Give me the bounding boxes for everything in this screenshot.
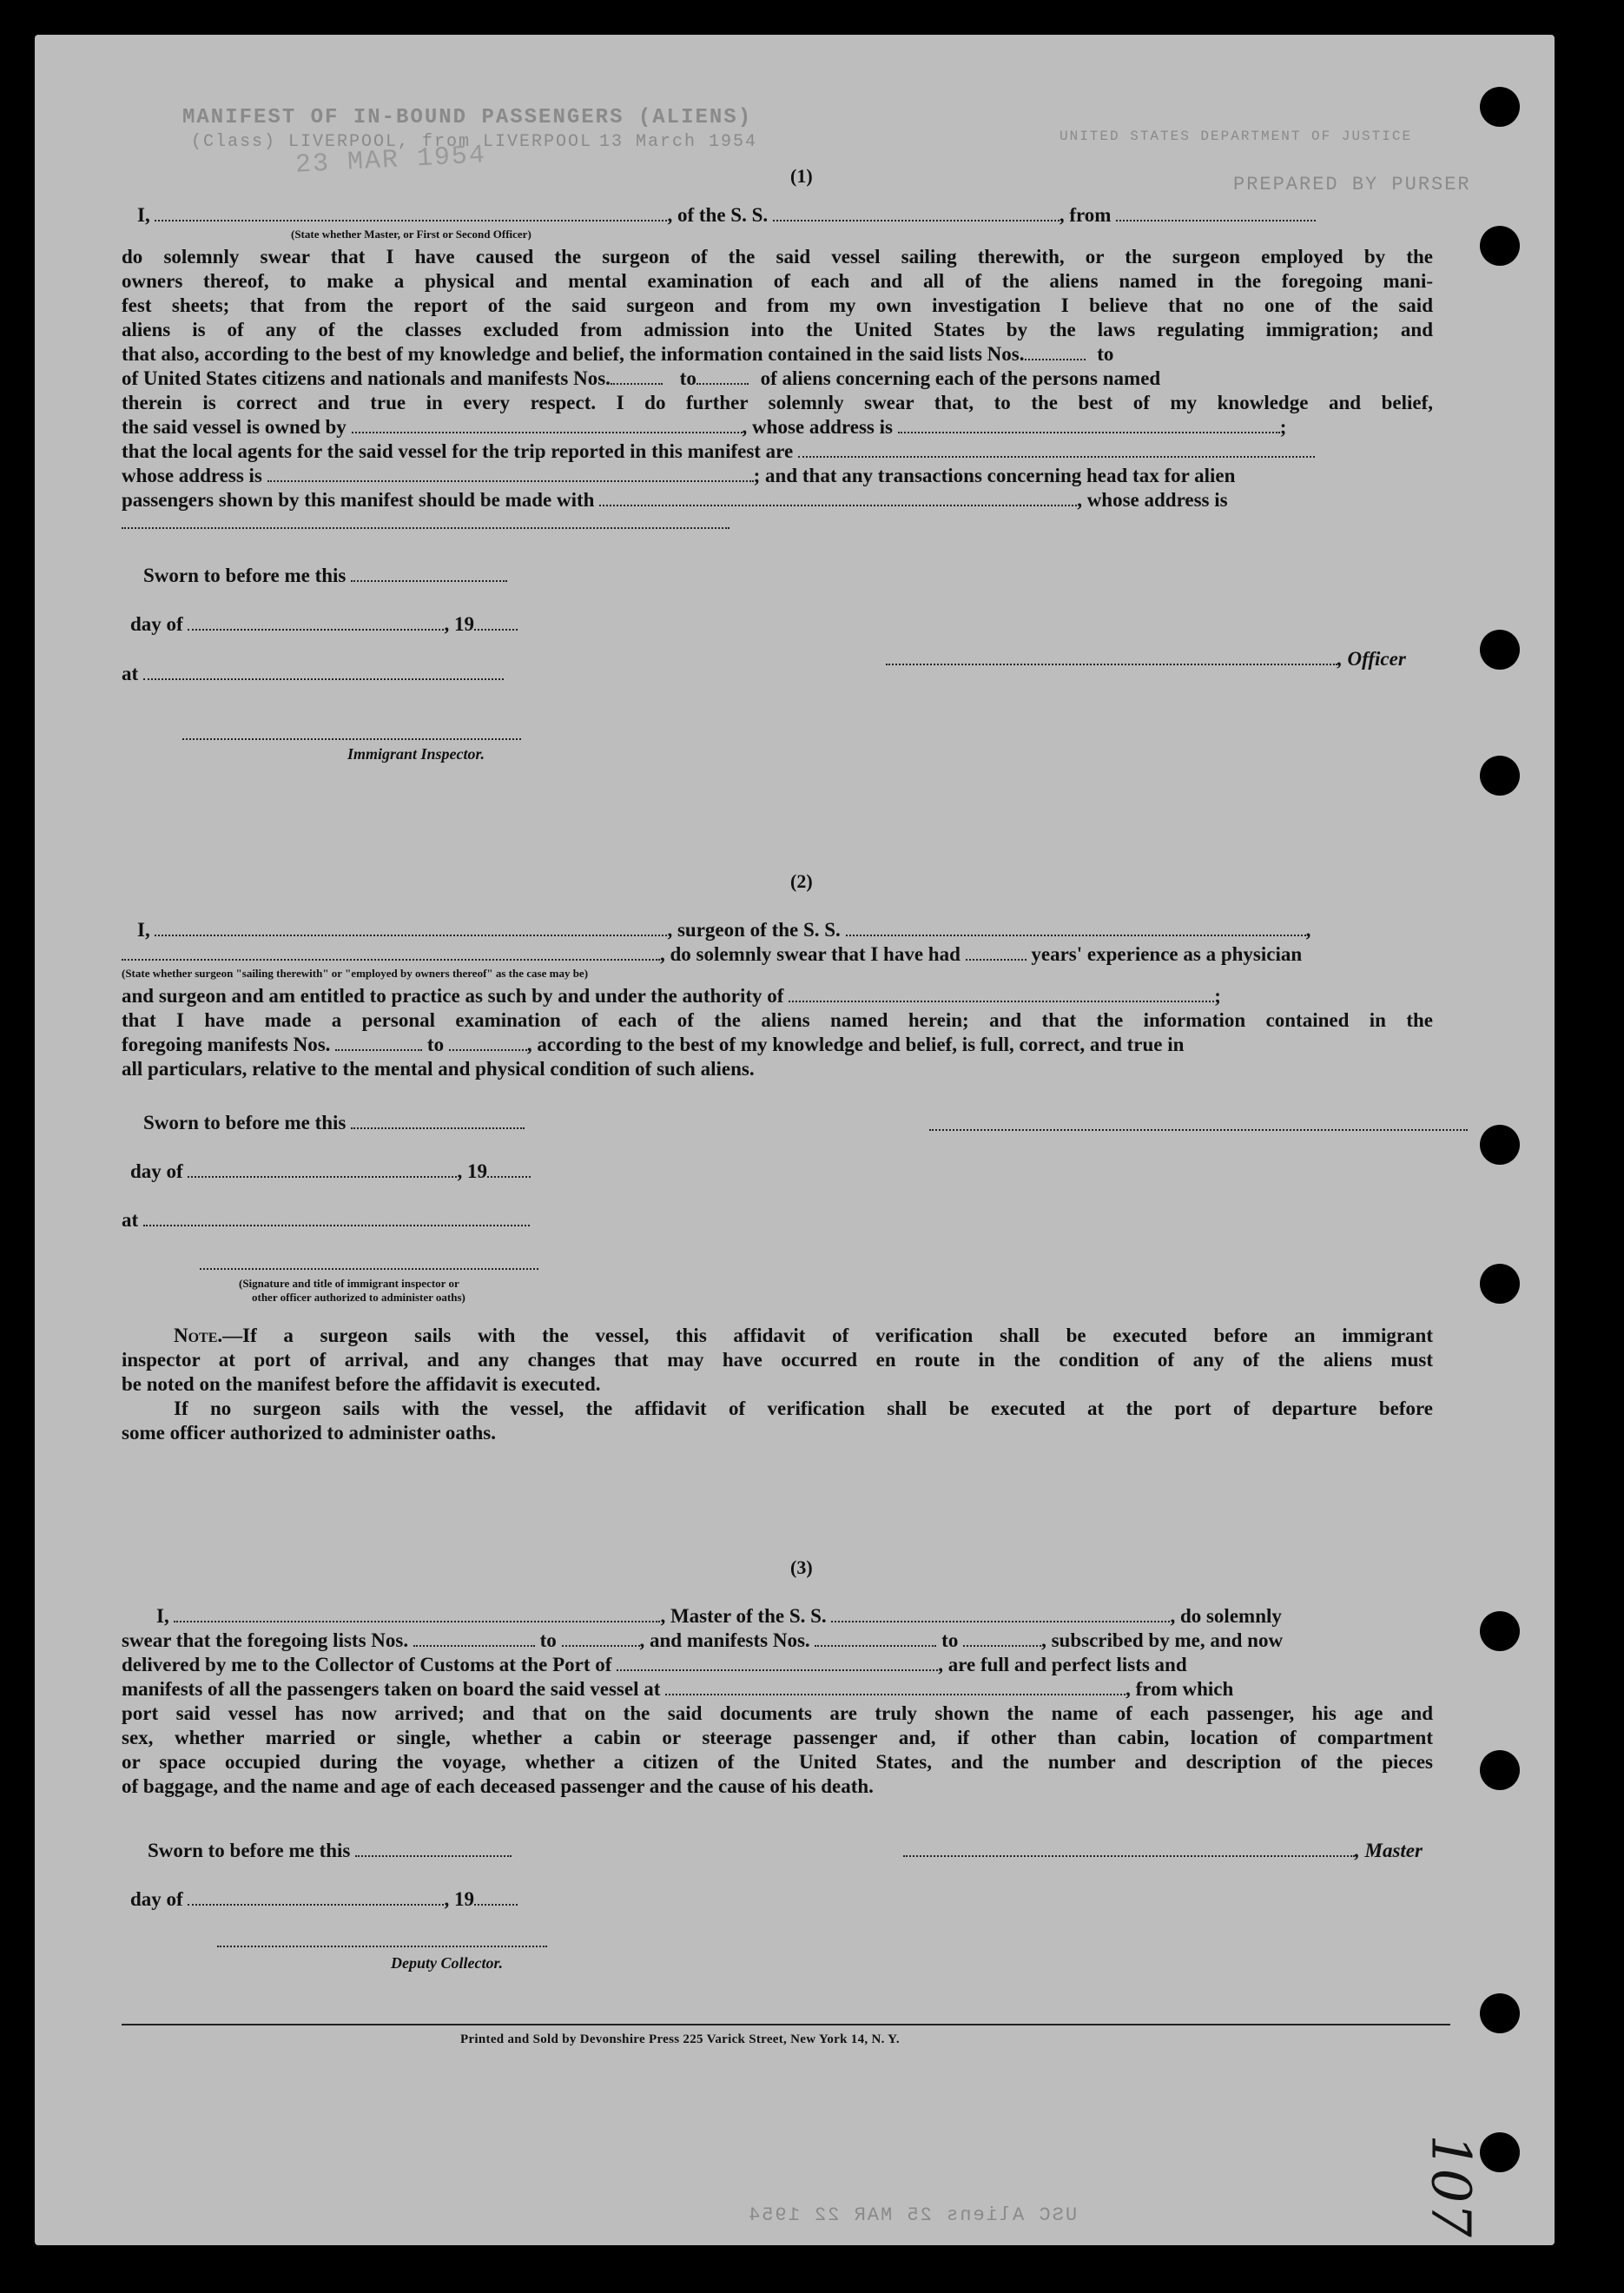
s2-surgeon-note: (State whether surgeon "sailing therewith" or "employed by owners thereof" as the case may be) bbox=[122, 967, 589, 980]
s1-text-line: aliens is of any of the classes excluded from admission into the United States by the laws regulating immigration; and bbox=[122, 319, 1433, 340]
header-route: (Class) LIVERPOOL, from LIVERPOOL bbox=[191, 132, 593, 152]
s1-line-11: whose address is ; and that any transactions concerning head tax for alien bbox=[122, 465, 1236, 486]
binder-hole bbox=[1480, 1125, 1520, 1165]
s3-text-line: or space occupied during the voyage, whether a citizen of the United States, and the number and description of the pieces bbox=[122, 1751, 1433, 1773]
binder-hole bbox=[1480, 1750, 1520, 1790]
s2-signature-line[interactable] bbox=[200, 1268, 538, 1270]
affidavit-content bbox=[122, 35, 1476, 2245]
s2-signature-line-right[interactable] bbox=[929, 1129, 1468, 1131]
s2-line-6: all particulars, relative to the mental and physical condition of such aliens. bbox=[122, 1058, 755, 1080]
s1-agents-address-field[interactable] bbox=[267, 466, 754, 482]
s3-master-name-field[interactable] bbox=[174, 1607, 660, 1622]
s1-manifests-to-field[interactable] bbox=[696, 369, 749, 385]
s1-place-field[interactable] bbox=[143, 664, 504, 680]
binder-hole bbox=[1480, 630, 1520, 670]
bleed-bottom: USC Aliens 25 MAR 22 1954 bbox=[747, 2204, 1078, 2226]
s2-at: at bbox=[122, 1209, 530, 1232]
s3-text-line: sex, whether married or single, whether a cabin or steerage passenger and, if other than cabin, location of compartment bbox=[122, 1727, 1433, 1748]
binder-hole bbox=[1480, 2132, 1520, 2172]
header-prepared-by: PREPARED BY PURSER bbox=[1233, 174, 1471, 195]
s1-day-of: day of , 19 bbox=[130, 613, 518, 636]
s1-owner-field[interactable] bbox=[352, 418, 743, 433]
binder-hole bbox=[1480, 1993, 1520, 2033]
s2-surgeon-type-field[interactable] bbox=[122, 945, 660, 961]
footer-rule bbox=[122, 2024, 1450, 2025]
s3-line-3: delivered by me to the Collector of Customs at the Port of , are full and perfect lists and bbox=[122, 1654, 1187, 1675]
s1-line-1: I, , of the S. S. , from bbox=[122, 204, 1316, 227]
s2-day-of: day of , 19 bbox=[130, 1160, 531, 1183]
s2-line-2: , do solemnly swear that I have had years' experience as a physician bbox=[122, 943, 1302, 966]
s1-line-6: that also, according to the best of my knowledge and belief, the information contained in the said lists Nos. to bbox=[122, 343, 1114, 365]
s1-text-line: therein is correct and true in every respect. I do further solemnly swear that, to the best of my knowledge and belief, bbox=[122, 392, 1433, 413]
s1-line-7: of United States citizens and nationals and manifests Nos. to of aliens concerning each of the persons named bbox=[122, 367, 1161, 389]
header-dept: UNITED STATES DEPARTMENT OF JUSTICE bbox=[1060, 129, 1413, 144]
s2-line-1: I, , surgeon of the S. S. , bbox=[137, 919, 1311, 941]
s3-sworn: Sworn to before me this bbox=[148, 1840, 512, 1862]
s2-years-field[interactable] bbox=[966, 945, 1027, 961]
s3-month-field[interactable] bbox=[188, 1890, 444, 1906]
s2-sworn: Sworn to before me this bbox=[143, 1112, 525, 1134]
s2-sworn-day-field[interactable] bbox=[351, 1113, 525, 1129]
s1-officer-note: (State whether Master, or First or Second Officer) bbox=[291, 228, 531, 241]
s3-text-line: port said vessel has now arrived; and that on the said documents are truly shown the name of each passenger, his age and bbox=[122, 1702, 1433, 1724]
s2-text-line: that I have made a personal examination of each of the aliens named herein; and that the information contained in the bbox=[122, 1009, 1433, 1031]
s3-collector-label: Deputy Collector. bbox=[391, 1954, 503, 1972]
binder-hole bbox=[1480, 1264, 1520, 1304]
s1-text-line: do solemnly swear that I have caused the surgeon of the said vessel sailing therewith, or the surgeon employed by the bbox=[122, 246, 1433, 268]
s1-agents-field[interactable] bbox=[798, 442, 1315, 458]
s3-boarding-port-field[interactable] bbox=[665, 1680, 1126, 1695]
s1-text-line: owners thereof, to make a physical and mental examination of each and all of the aliens named in the foregoing mani- bbox=[122, 270, 1433, 292]
binder-hole bbox=[1480, 87, 1520, 127]
s2-line-5: foregoing manifests Nos. to , according to the best of my knowledge and belief, is full, correct, and true in bbox=[122, 1034, 1185, 1055]
binder-hole bbox=[1480, 756, 1520, 796]
s1-manifests-from-field[interactable] bbox=[611, 369, 663, 385]
s3-day-of: day of , 19 bbox=[130, 1888, 518, 1911]
s2-note-label: Note. bbox=[174, 1325, 223, 1346]
s1-at: at bbox=[122, 663, 504, 685]
s3-master-signature-field[interactable] bbox=[903, 1841, 1355, 1857]
s2-year-field[interactable] bbox=[487, 1162, 531, 1178]
s1-address-continuation-field[interactable] bbox=[122, 527, 729, 529]
s2-surgeon-name-field[interactable] bbox=[155, 921, 667, 936]
s1-vessel-name-field[interactable] bbox=[773, 206, 1060, 221]
s1-sworn-day-field[interactable] bbox=[351, 566, 507, 582]
s1-text-line: fest sheets; that from the report of the said surgeon and from my own investigation I believe that no one of the said bbox=[122, 294, 1433, 316]
s1-month-field[interactable] bbox=[188, 615, 444, 631]
s3-lists-to-field[interactable] bbox=[562, 1631, 640, 1647]
s3-port-field[interactable] bbox=[617, 1655, 938, 1671]
s2-manifests-to-field[interactable] bbox=[449, 1035, 527, 1051]
section-2-number: (2) bbox=[790, 870, 813, 892]
s3-master: , Master bbox=[903, 1840, 1423, 1862]
printer-credit: Printed and Sold by Devonshire Press 225 Varick Street, New York 14, N. Y. bbox=[460, 2032, 900, 2046]
s2-note-line: some officer authorized to administer oaths. bbox=[122, 1422, 496, 1444]
s1-year-field[interactable] bbox=[474, 615, 518, 631]
s3-line-4: manifests of all the passengers taken on board the said vessel at , from which bbox=[122, 1678, 1234, 1700]
s3-line-2: swear that the foregoing lists Nos. to , and manifests Nos. to , subscribed by me, and now bbox=[122, 1629, 1284, 1651]
s3-collector-signature-line[interactable] bbox=[217, 1946, 547, 1947]
s1-lists-from-field[interactable] bbox=[1025, 345, 1086, 360]
s3-text-line: of baggage, and the name and age of each deceased passenger and the cause of his death. bbox=[122, 1775, 874, 1797]
section-1-number: (1) bbox=[790, 165, 813, 187]
s1-officer: , Officer bbox=[886, 648, 1406, 671]
s1-officer-signature-field[interactable] bbox=[886, 650, 1337, 665]
s2-vessel-field[interactable] bbox=[846, 921, 1306, 936]
s1-officer-rank-field[interactable] bbox=[155, 206, 667, 221]
s2-note-line-1: Note.—If a surgeon sails with the vessel, this affidavit of verification shall be executed before an immigrant bbox=[174, 1325, 1433, 1346]
section-3-number: (3) bbox=[790, 1556, 813, 1578]
s1-inspector-signature-line[interactable] bbox=[182, 738, 521, 740]
s1-headtax-party-field[interactable] bbox=[599, 491, 1077, 506]
s1-owner-address-field[interactable] bbox=[898, 418, 1280, 433]
s3-line-1: I, , Master of the S. S. , do solemnly bbox=[156, 1605, 1282, 1627]
header-title: MANIFEST OF IN-BOUND PASSENGERS (ALIENS) bbox=[182, 106, 753, 129]
s2-month-field[interactable] bbox=[188, 1162, 457, 1178]
document-page bbox=[35, 35, 1555, 2245]
s3-manifests-from-field[interactable] bbox=[815, 1631, 936, 1647]
s1-inspector-label: Immigrant Inspector. bbox=[347, 745, 485, 763]
s2-line-3: and surgeon and am entitled to practice as such by and under the authority of ; bbox=[122, 985, 1221, 1007]
s3-manifests-to-field[interactable] bbox=[963, 1631, 1041, 1647]
s1-line-12: passengers shown by this manifest should be made with , whose address is bbox=[122, 489, 1228, 511]
s3-year-field[interactable] bbox=[474, 1890, 518, 1906]
binder-hole bbox=[1480, 1611, 1520, 1651]
s2-signature-note-1: (Signature and title of immigrant inspector or bbox=[239, 1277, 459, 1290]
s3-sworn-day-field[interactable] bbox=[355, 1841, 512, 1857]
s2-authority-field[interactable] bbox=[789, 987, 1214, 1002]
s2-note-line: be noted on the manifest before the affidavit is executed. bbox=[122, 1373, 601, 1395]
s2-signature-note-2: other officer authorized to administer oaths) bbox=[252, 1291, 465, 1304]
date-stamp: 23 MAR 1954 bbox=[294, 141, 487, 181]
s1-sworn: Sworn to before me this bbox=[143, 565, 507, 587]
header-arrival: 13 March 1954 bbox=[599, 132, 758, 152]
page-number: 107 bbox=[1419, 2134, 1483, 2237]
s1-from-port-field[interactable] bbox=[1116, 206, 1316, 221]
s2-note-line: inspector at port of arrival, and any changes that may have occurred en route in the condition of any of the aliens must bbox=[122, 1349, 1433, 1371]
s3-vessel-field[interactable] bbox=[831, 1607, 1170, 1622]
s2-place-field[interactable] bbox=[143, 1211, 530, 1226]
s3-lists-from-field[interactable] bbox=[413, 1631, 535, 1647]
s1-line-9: the said vessel is owned by , whose address is ; bbox=[122, 416, 1287, 438]
s1-line-10: that the local agents for the said vessel for the trip reported in this manifest are bbox=[122, 440, 1315, 463]
s2-manifests-from-field[interactable] bbox=[335, 1035, 422, 1051]
binder-hole bbox=[1480, 226, 1520, 266]
s2-note-line: If no surgeon sails with the vessel, the affidavit of verification shall be executed at the port of departure before bbox=[174, 1398, 1433, 1419]
